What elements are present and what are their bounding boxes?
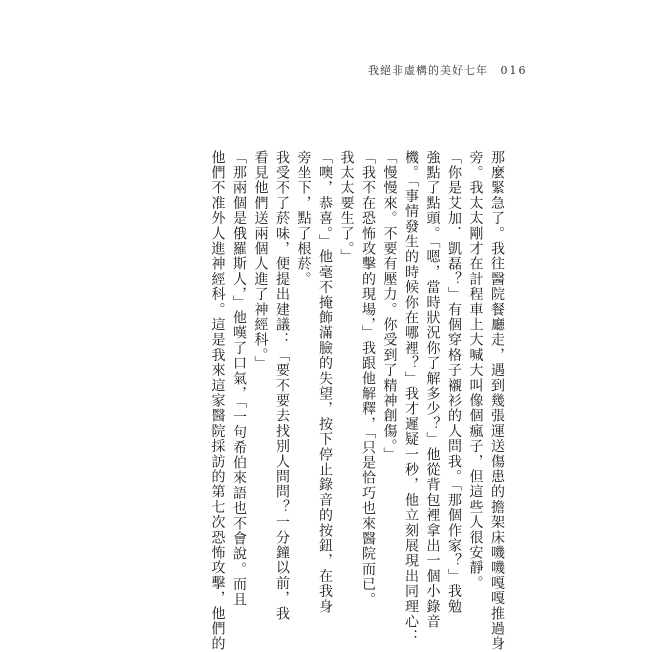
text-line: 看見他們送兩個人進了神經科。」 [252,150,269,371]
text-line: 旁。我太太剛才在計程車上大喊大叫像個瘋子，但這些人很安靜。 [467,150,484,591]
book-title: 我絕非虛構的美好七年 [368,64,488,77]
text-line: 我受不了菸味，便提出建議：「要不要去找別人問問？一分鐘以前，我 [274,150,290,622]
text-line: 「那兩個是俄羅斯人，」他嘆了口氣，「一句希伯來語也不會說。而且 [231,150,247,608]
body-text [206,150,507,652]
text-line: 「你是艾加．凱磊？」有個穿格子襯衫的人問我。「那個作家？」我勉 [446,150,462,615]
text-line: 強點了點頭。「嗯，當時狀況你了解多少？」他從背包裡拿出一個小錄音 [424,150,441,630]
text-line: 「噢，恭喜。」他毫不掩飾滿臉的失望，按下停止錄音的按鈕，在我身 [317,150,333,615]
text-line: 我太太要生了。」 [338,150,355,265]
running-header [368,62,528,78]
text-line: 他們不准外人進神經科。這是我來這家醫院採訪的第七次恐怖攻擊，他們的 [209,150,226,652]
page-number: 016 [500,64,528,77]
text-line: 「我不在恐怖攻擊的現場，」我跟他解釋，「只是恰巧也來醫院而已。 [360,150,376,608]
text-line: 那麼緊急了。我往醫院餐廳走，遇到幾張運送傷患的擔架床嘰嘰嘎嘎推過身 [489,150,505,652]
text-line: 旁坐下，點了根菸。 [295,150,312,287]
text-line: 「慢慢來。不要有壓力。你受到了精神創傷。」 [381,150,398,463]
text-line: 機。「事情發生的時候你在哪裡？」我才遲疑一秒，他立刻展現出同理心： [403,150,419,645]
